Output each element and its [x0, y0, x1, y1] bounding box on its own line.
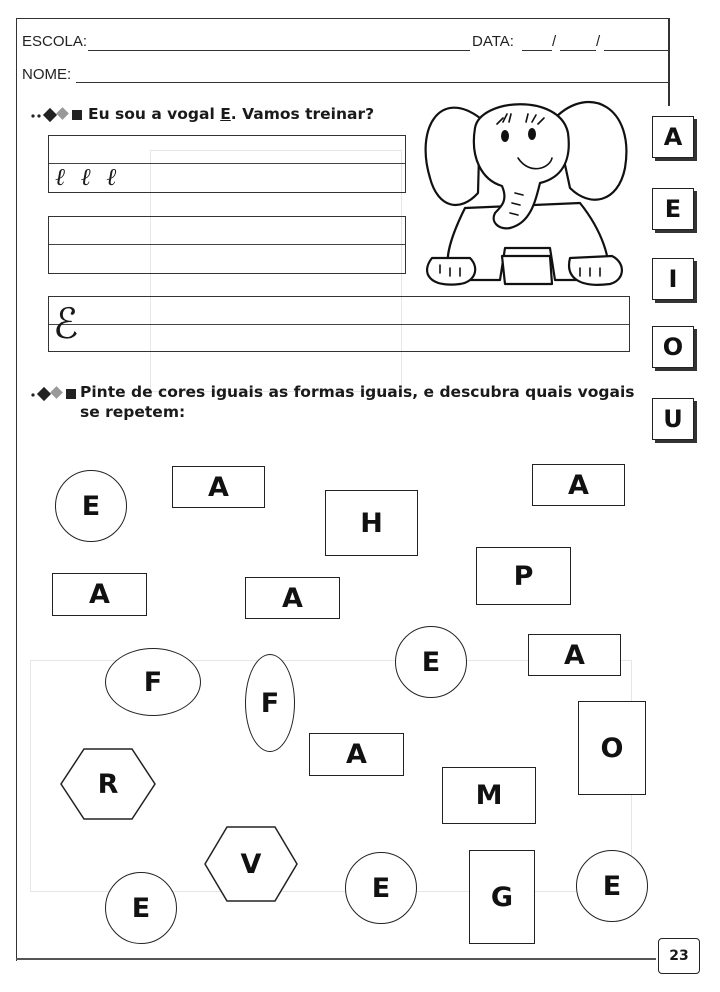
shape-circle-e[interactable]: E — [345, 852, 417, 924]
shape-rect-a[interactable]: A — [528, 634, 621, 676]
vowel-tile-i: I — [652, 258, 694, 300]
shape-rect-h[interactable]: H — [325, 490, 418, 556]
shape-circle-e[interactable]: E — [55, 470, 127, 542]
date-year-line[interactable] — [604, 50, 668, 51]
date-month-line[interactable] — [560, 50, 596, 51]
shape-rect-p[interactable]: P — [476, 547, 571, 605]
practice-line-3[interactable] — [48, 296, 630, 352]
practice-line-1[interactable] — [48, 135, 406, 193]
shape-rect-o[interactable]: O — [578, 701, 646, 795]
practice-line-2[interactable] — [48, 216, 406, 274]
cursive-letter-example: ℰ — [53, 299, 79, 348]
school-line[interactable] — [88, 50, 470, 51]
shape-rect-a[interactable]: A — [245, 577, 340, 619]
diamond-square-bullet-icon — [30, 105, 86, 123]
instruction-prefix: Eu sou a vogal — [88, 105, 221, 123]
page-frame-right — [668, 18, 670, 106]
shape-rect-m[interactable]: M — [442, 767, 536, 824]
cursive-loops-example: ℓ ℓ ℓ — [55, 163, 121, 191]
elephant-illustration — [420, 88, 634, 288]
shape-rect-g[interactable]: G — [469, 850, 535, 944]
shape-hexagon-v[interactable]: V — [204, 826, 298, 902]
vowel-tile-o: O — [652, 326, 694, 368]
shape-circle-e[interactable]: E — [576, 850, 648, 922]
school-label: ESCOLA: — [22, 33, 88, 50]
date-label: DATA: — [472, 33, 514, 50]
section1-instruction — [88, 104, 374, 124]
section2-instruction-line2: se repetem: — [80, 403, 186, 421]
shape-hexagon-r[interactable]: R — [60, 748, 156, 820]
name-line[interactable] — [76, 82, 668, 83]
date-separator-2: / — [596, 33, 601, 50]
shape-rect-a[interactable]: A — [309, 733, 404, 776]
shape-ellipse-f[interactable]: F — [105, 648, 201, 716]
vowel-tile-u: U — [652, 398, 694, 440]
shape-rect-a[interactable]: A — [532, 464, 625, 506]
date-separator-1: / — [552, 33, 557, 50]
date-day-line[interactable] — [522, 50, 552, 51]
shape-ellipse-f[interactable]: F — [245, 654, 295, 752]
name-label: NOME: — [22, 66, 72, 83]
page-number: 23 — [658, 938, 700, 974]
shape-circle-e[interactable]: E — [105, 872, 177, 944]
shape-rect-a[interactable]: A — [172, 466, 265, 508]
section2-instruction — [80, 382, 650, 422]
vowel-tile-a: A — [652, 116, 694, 158]
instruction-vowel: E — [220, 105, 231, 123]
shape-circle-e[interactable]: E — [395, 626, 467, 698]
section2-instruction-line1: Pinte de cores iguais as formas iguais, e descubra quais vogais — [80, 383, 635, 401]
diamond-square-bullet-icon — [30, 384, 80, 402]
vowel-tile-e: E — [652, 188, 694, 230]
page-frame-bottom — [16, 958, 656, 960]
instruction-suffix: . Vamos treinar? — [230, 105, 375, 123]
shape-rect-a[interactable]: A — [52, 573, 147, 616]
